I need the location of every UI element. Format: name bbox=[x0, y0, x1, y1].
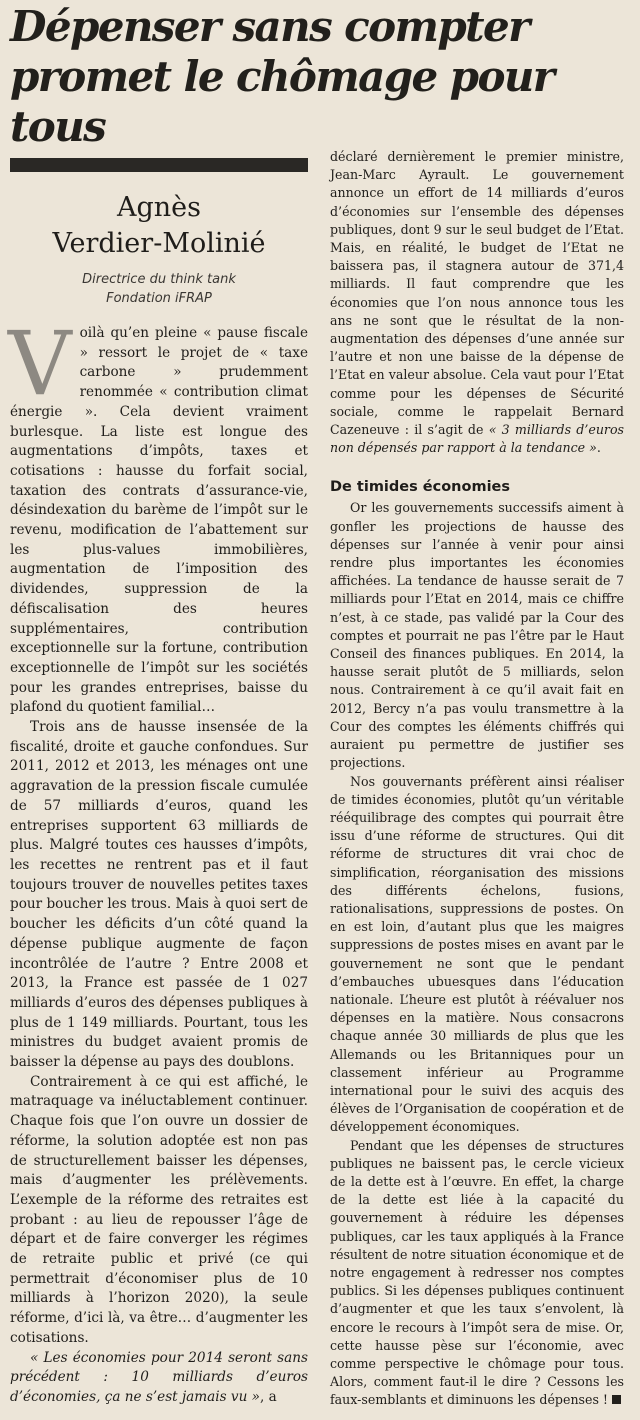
author-rule bbox=[10, 158, 308, 172]
paragraph-6: Nos gouvernants préfèrent ainsi réaliser de timides économies, plutôt qu’un véritable rééquilibrage des comptes qui pourrait être issu d’une réforme de structures. Qui dit réforme de structures dit vrai choc de simplification, réorganisation des missions des différents échelons, fusions, rationalisations, suppressions de postes. On en est loin, d’autant plus que les maigres suppressions de postes mises en avant par le gouvernement ne sont que le pendant d’embauches ubuesques dans l’éducation nationale. L’heure est plutôt à réévaluer nos dépenses en la matière. Nous consacrons chaque année 30 milliards de plus que les Allemands ou les Britanniques pour un classement inférieur au Programme international pour le suivi des acquis des élèves de l’Organisation de coopération et de développement économiques. bbox=[330, 773, 624, 1135]
author-role-line1: Directrice du think tank bbox=[82, 272, 236, 287]
paragraph-3: Contrairement à ce qui est affiché, le matraquage va inéluctablement continuer. Chaque fois que l’on ouvre un dossier de réforme, la solution adoptée est non pas de structurellement baisser les dépenses, mais d’augmenter les prélèvements. L’exemple de la réforme des retraites est probant : au lieu de repousser l’âge de départ et de faire converger les régimes de retraite public et privé (ce qui permettrait d’économiser plus de 10 milliards à l’horizon 2020), la seule réforme, d’ici là, va être… d’augmenter les cotisations. bbox=[10, 1073, 308, 1346]
paragraph-4-text: , a bbox=[260, 1388, 277, 1405]
author-role-line2: Fondation iFRAP bbox=[106, 291, 212, 306]
paragraph-4-end: . bbox=[596, 440, 601, 456]
column-right bbox=[330, 148, 624, 1410]
author-role bbox=[10, 270, 308, 308]
quote-cazeneuve: « 3 milliards d’euros non dépensés par rapport à la tendance » bbox=[330, 422, 624, 456]
paragraph-4-start bbox=[10, 1349, 308, 1408]
dropcap: V bbox=[8, 312, 72, 415]
paragraph-2: Trois ans de hausse insensée de la fiscalité, droite et gauche confondues. Sur 2011, 2012 et 2013, les ménages ont une aggravation de la pression fiscale cumulée de 57 milliards d’euros, quand les entreprises supportent 63 milliards de plus. Malgré toutes ces hausses d’impôts, les recettes ne rentrent pas et il faut toujours trouver de nouvelles petites taxes pour boucher les trous. Mais à quoi sert de boucher les déficits d’un côté quand la dépense publique augmente de façon incontrôlée de l’autre ? Entre 2008 et 2013, la France est passée de 1 027 milliards d’euros des dépenses publiques à plus de 1 149 milliards. Pourtant, tous les ministres du budget avaient promis de baisser la dépense au pays des doublons. bbox=[10, 719, 308, 1071]
headline: Dépenser sans compter promet le chômage pour tous bbox=[10, 2, 554, 151]
paragraph-5: Or les gouvernements successifs aiment à gonfler les projections de hausse des dépenses sur l’année à venir pour ainsi rendre plus importantes les économies affichées. La tendance de hausse serait de 7 milliards pour l’Etat en 2014, mais ce chiffre n’est, à ce stade, pas validé par la Cour des comptes et pourrait ne pas l’être par le Haut Conseil des finances publiques. En 2014, la hausse serait plutôt de 5 milliards, selon nous. Contrairement à ce qu’il avait fait en 2012, Bercy n’a pas voulu transmettre à la Cour des comptes les éléments chiffrés qui auraient pu permettre de justifier ses projections. bbox=[330, 500, 624, 771]
paragraph-1-text: oilà qu’en pleine « pause fiscale » ressort le projet de « taxe carbone » prudemment renommée « contribution climat énergie ». Cela devient vraiment burlesque. La liste est longue des augmentations d’impôts, taxes et cotisations : hausse du forfait social, taxation des contrats d’assurance-vie, désindexation du barème de l’impôt sur le revenu, modification de l’abattement sur les plus-values immobilières, augmentation de l’imposition des dividendes, suppression de la défiscalisation des heures supplémentaires, contribution exceptionnelle sur la fortune, contribution exceptionnelle de l’impôt sur les sociétés pour les grandes entreprises, baisse du plafond du quotient familial… bbox=[10, 325, 308, 716]
subheading: De timides économies bbox=[330, 479, 511, 496]
author-name-line1: Agnès bbox=[116, 192, 201, 223]
paragraph-4-text: déclaré dernièrement le premier ministre, Jean-Marc Ayrault. Le gouvernement annonce un effort de 14 milliards d’euros d’économies sur l’ensemble des dépenses publiques, dont 9 sur le seul budget de l’Etat. Mais, en réalité, le budget de l’Etat ne baissera pas, il stagnera autour de 371,4 milliards. Il faut comprendre que les économies que l’on nous annonce tous les ans ne sont que le résultat de la non-augmentation des dépenses d’une année sur l’autre et non une baisse de la dépense de l’Etat en valeur absolue. Cela vaut pour l’Etat comme pour les dépenses de Sécurité sociale, comme le rappelait Bernard Cazeneuve : il s’agit de bbox=[330, 149, 624, 438]
end-square-icon bbox=[612, 1395, 621, 1404]
paragraph-1 bbox=[8, 312, 308, 718]
quote-ayrault: « Les économies pour 2014 seront sans précédent : 10 milliards d’euros d’économies, ça ne s’est jamais vu » bbox=[10, 1349, 308, 1405]
column-left bbox=[10, 150, 308, 1408]
paragraph-7 bbox=[330, 1137, 624, 1410]
paragraph-7-text: Pendant que les dépenses de structures publiques ne baissent pas, le cercle vicieux de la dette est à l’œuvre. En effet, la charge de la dette est liée à la capacité du gouvernement à réduire les dépenses publiques, car les taux appliqués à la France résultent de notre situation économique et de notre engagement à redresser nos comptes publics. Si les dépenses publiques continuent d’augmenter et que les taux s’envolent, là encore le recours à l’impôt sera de mise. Or, cette hausse pèse sur l’économie, avec comme perspective le chômage pour tous. Alors, comment faut-il le dire ? Cessons les faux-semblants et diminuons les dépenses ! bbox=[330, 1137, 624, 1408]
author-name-line2: Verdier-Molinié bbox=[52, 228, 266, 259]
paragraph-4-continued bbox=[330, 148, 624, 457]
